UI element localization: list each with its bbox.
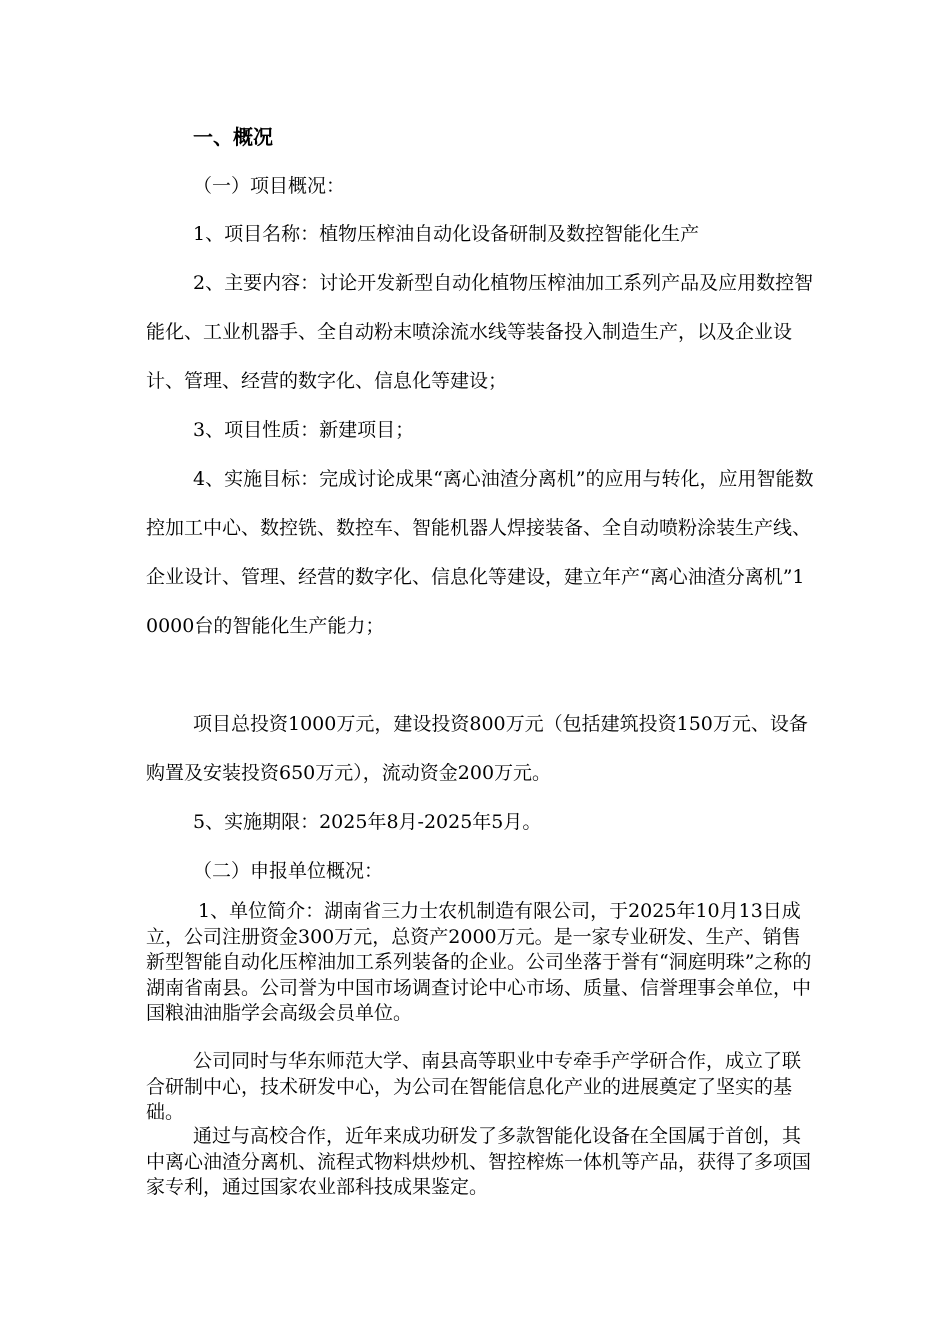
subsection-project-overview: （一）项目概况： [193, 175, 346, 197]
paragraph-investment: 项目总投资1000万元，建设投资800万元（包括建筑投资150万元、设备购置及安装投资650万元），流动资金200万元。 [146, 713, 808, 784]
paragraph-company-achievements: 通过与高校合作，近年来成功研发了多款智能化设备在全国属于首创，其中离心油渣分离机、流程式物料烘炒机、智控榨炼一体机等产品，获得了多项国家专利，通过国家农业部科技成果鉴定。 [146, 1125, 812, 1198]
item-project-name: 1、项目名称：植物压榨油自动化设备研制及数控智能化生产 [193, 223, 700, 245]
item-project-nature: 3、项目性质：新建项目； [193, 419, 415, 441]
item-implementation-goal: 4、实施目标：完成讨论成果“离心油渣分离机”的应用与转化，应用智能数控加工中心、数控铣、数控车、智能机器人焊接装备、全自动喷粉涂装生产线、企业设计、管理、经营的数字化、信息化等建设，建立年产“离心油渣分离机”10000台的智能化生产能力； [146, 468, 814, 637]
subsection-applicant-overview: （二）申报单位概况： [193, 860, 384, 882]
paragraph-company-cooperation: 公司同时与华东师范大学、南县高等职业中专牵手产学研合作，成立了联合研制中心，技术研发中心，为公司在智能信息化产业的进展奠定了坚实的基础。 [146, 1050, 802, 1123]
section-heading: 一、概况 [193, 125, 273, 149]
item-main-content: 2、主要内容：讨论开发新型自动化植物压榨油加工系列产品及应用数控智能化、工业机器手、全自动粉末喷涂流水线等装备投入制造生产，以及企业设计、管理、经营的数字化、信息化等建设； [146, 272, 814, 392]
item-implementation-period: 5、实施期限：2025年8月-2025年5月。 [193, 811, 542, 833]
paragraph-company-intro: 1、单位简介：湖南省三力士农机制造有限公司，于2025年10月13日成立，公司注册资金300万元，总资产2000万元。是一家专业研发、生产、销售新型智能自动化压榨油加工系列装备的企业。公司坐落于誉有“洞庭明珠”之称的湖南省南县。公司誉为中国市场调查讨论中心市场、质量、信誉理事会单位，中国粮油油脂学会高级会员单位。 [146, 900, 812, 1024]
